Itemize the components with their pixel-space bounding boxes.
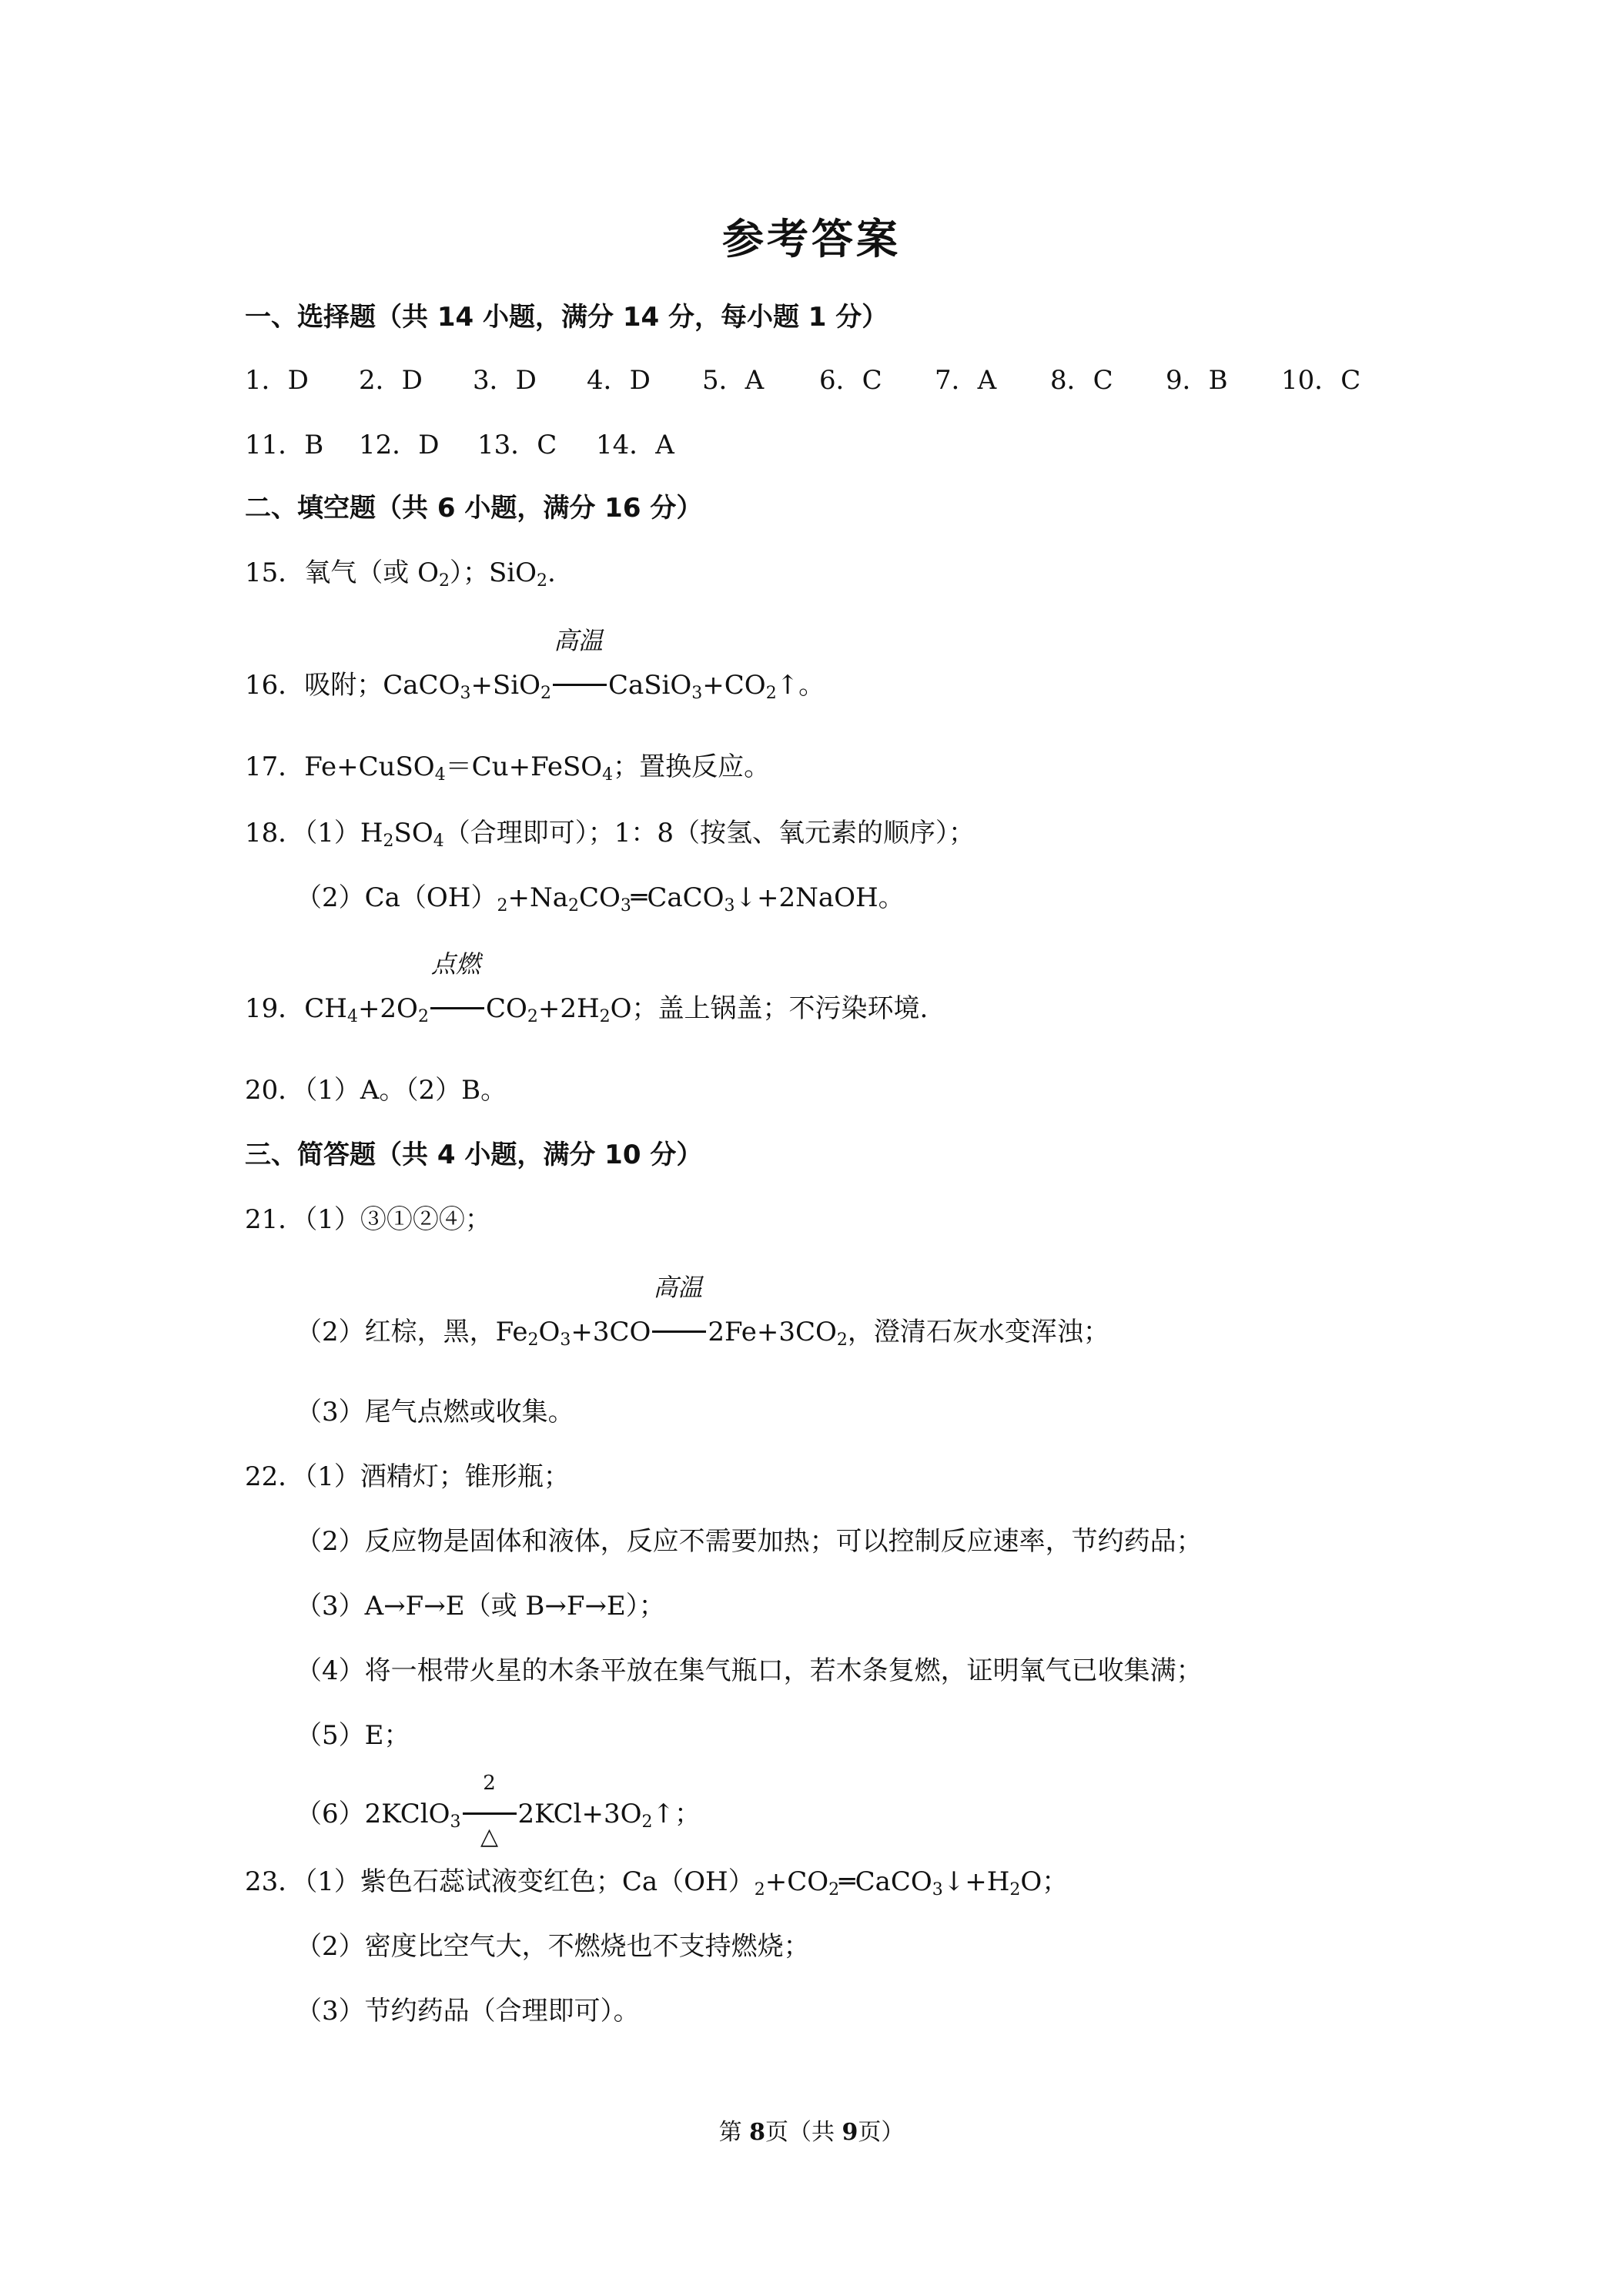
answer-15: 15．氧气（或 $O_2$）；SiO$_2$. bbox=[245, 557, 556, 591]
answer-22-5: （5）E； bbox=[296, 1720, 410, 1751]
answer-8: 8．C bbox=[1050, 365, 1113, 396]
answer-22-1: 22．（1）酒精灯；锥形瓶； bbox=[245, 1461, 570, 1492]
page-total: 9 bbox=[842, 2119, 858, 2146]
answer-3: 3．D bbox=[473, 365, 537, 396]
page-footer: 第 8页（共 9页） bbox=[718, 2119, 905, 2146]
condition-text: 点燃 bbox=[430, 949, 480, 979]
answer-23-2: （2）密度比空气大，不燃烧也不支持燃烧； bbox=[296, 1931, 810, 1962]
section2-heading: 二、填空题（共 6 小题，满分 16 分） bbox=[245, 493, 703, 524]
answer-17: 17．Fe+CuSO$_4$＝Cu+FeSO$_4$；置换反应。 bbox=[245, 751, 771, 785]
section3-heading: 三、简答题（共 4 小题，满分 10 分） bbox=[245, 1140, 703, 1170]
answer-19: 19．$CH_4+2O_2$ 点燃 $CO_2+2H_2O$；盖上锅盖；不污染环境. bbox=[245, 990, 928, 1027]
condition-text: 高温 bbox=[653, 1273, 703, 1302]
answer-23-3: （3）节约药品（合理即可）。 bbox=[296, 1996, 640, 2027]
answer-23-1: 23．（1）紫色石蕊试液变红色；$Ca(OH)_2+CO_2═CaCO_3↓+H_2O$； bbox=[245, 1866, 1069, 1899]
page-title: 参考答案 bbox=[722, 215, 901, 263]
reaction-condition-arrow bbox=[461, 1772, 518, 1850]
condition-text: 2 bbox=[483, 1772, 496, 1795]
condition-text: 高温 bbox=[553, 626, 603, 655]
answer-18-2: $(2)Ca(OH)_2+Na_2CO_3═CaCO_3↓+2NaOH$。 bbox=[296, 882, 905, 915]
answer-10: 10．C bbox=[1281, 365, 1361, 396]
answer-1: 1．D bbox=[245, 365, 309, 396]
answer-5: 5．A bbox=[702, 365, 765, 396]
answer-14: 14．A bbox=[596, 430, 674, 460]
answer-22-3: （3）A→F→E（或 B→F→E）； bbox=[296, 1591, 665, 1622]
answer-22-6: （6）2KClO$_3$ 2 △ $2KCl+3O_2↑$； bbox=[296, 1796, 701, 1832]
answer-18-1: 18．$(1)H_2SO_4$（合理即可）；1：8（按氢、氧元素的顺序）； bbox=[245, 818, 975, 851]
answer-21-3: （3）尾气点燃或收集。 bbox=[296, 1397, 574, 1427]
answer-12: 12．D bbox=[359, 430, 440, 460]
section1-heading: 一、选择题（共 14 小题，满分 14 分，每小题 1 分） bbox=[245, 302, 888, 333]
reaction-condition-arrow bbox=[429, 949, 486, 1027]
answer-2: 2．D bbox=[359, 365, 423, 396]
reaction-condition-arrow bbox=[551, 626, 608, 704]
answer-21-1: 21．（1）③①②④； bbox=[245, 1204, 491, 1235]
answer-9: 9．B bbox=[1166, 365, 1228, 396]
page-number: 8 bbox=[749, 2119, 765, 2146]
answer-4: 4．D bbox=[587, 365, 651, 396]
answer-6: 6．C bbox=[819, 365, 882, 396]
reaction-condition-arrow bbox=[651, 1273, 708, 1350]
answer-13: 13．C bbox=[477, 430, 557, 460]
answer-22-2: （2）反应物是固体和液体，反应不需要加热；可以控制反应速率，节约药品； bbox=[296, 1526, 1203, 1557]
answer-21-2: （2）红棕，黑，$Fe_2O_3+3CO$ 高温 $2Fe+3CO_2$，澄清石灰水变浑浊； bbox=[296, 1314, 1109, 1350]
answer-16: 16．吸附；CaCO$_3$+SiO$_2$ 高温 $CaSiO_3+CO_2↑$。 bbox=[245, 667, 825, 704]
heat-symbol: △ bbox=[480, 1823, 499, 1850]
answer-7: 7．A bbox=[935, 365, 997, 396]
answer-20: 20．（1）A。（2）B。 bbox=[245, 1075, 507, 1106]
answer-22-4: （4）将一根带火星的木条平放在集气瓶口，若木条复燃，证明氧气已收集满； bbox=[296, 1655, 1203, 1686]
answer-11: 11．B bbox=[245, 430, 324, 460]
